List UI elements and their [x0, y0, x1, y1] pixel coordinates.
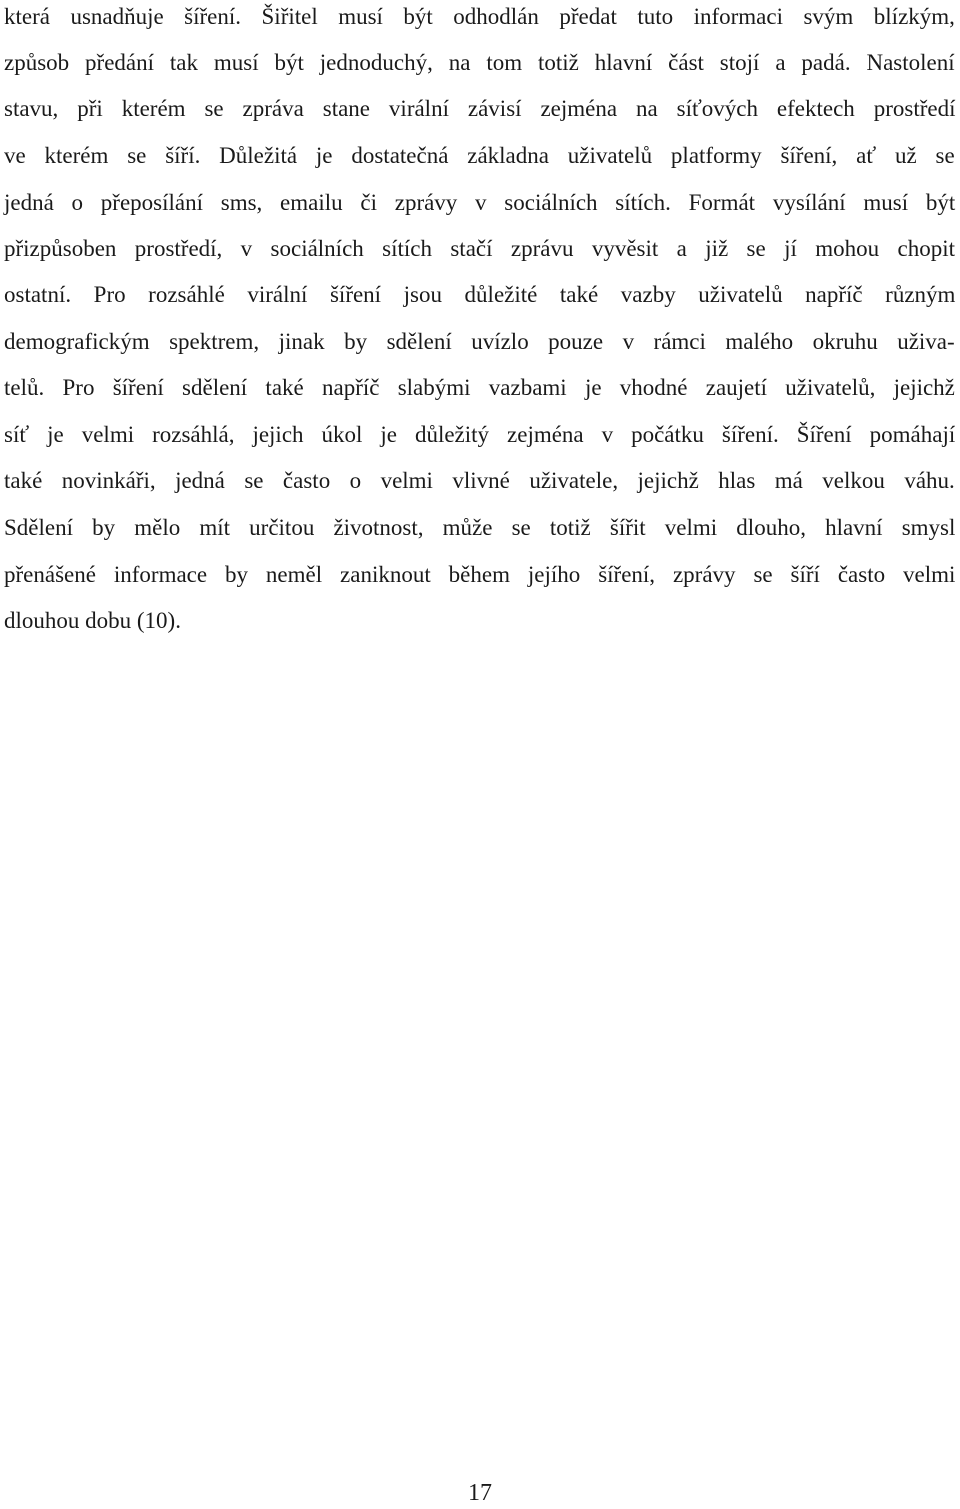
- text-line-2: způsob předání tak musí být jednoduchý, na tom totiž hlavní část stojí a padá. Nastolení: [4, 50, 955, 75]
- text-line-12: Sdělení by mělo mít určitou životnost, může se totiž šířit velmi dlouho, hlavní smysl: [4, 515, 956, 540]
- text-line-14: dlouhou dobu (10).: [4, 608, 181, 633]
- text-line-11: také novinkáři, jedná se často o velmi vlivné uživatele, jejichž hlas má velkou váhu.: [4, 468, 955, 493]
- text-line-3: stavu, při kterém se zpráva stane virální závisí zejména na síťových efektech prostředí: [4, 96, 956, 121]
- text-line-6: přizpůsoben prostředí, v sociálních sítích stačí zprávu vyvěsit a již se jí mohou chopit: [4, 236, 955, 261]
- text-line-1: která usnadňuje šíření. Šiřitel musí být odhodlán předat tuto informaci svým blízkým,: [4, 4, 955, 29]
- text-line-5: jedná o přeposílání sms, emailu či zprávy v sociálních sítích. Formát vysílání musí být: [4, 190, 956, 215]
- text-line-10: síť je velmi rozsáhlá, jejich úkol je důležitý zejména v počátku šíření. Šíření pomáhají: [4, 422, 956, 447]
- text-line-7: ostatní. Pro rozsáhlé virální šíření jsou důležité také vazby uživatelů napříč různým: [4, 282, 956, 307]
- text-line-9: telů. Pro šíření sdělení také napříč slabými vazbami je vhodné zaujetí uživatelů, jejichž: [4, 375, 955, 400]
- text-line-4: ve kterém se šíří. Důležitá je dostatečná základna uživatelů platformy šíření, ať už se: [4, 143, 955, 168]
- text-line-8: demografickým spektrem, jinak by sdělení uvízlo pouze v rámci malého okruhu uživa-: [4, 329, 955, 354]
- page-number: 17: [468, 1480, 492, 1506]
- text-line-13: přenášené informace by neměl zaniknout během jejího šíření, zprávy se šíří často velmi: [4, 562, 956, 587]
